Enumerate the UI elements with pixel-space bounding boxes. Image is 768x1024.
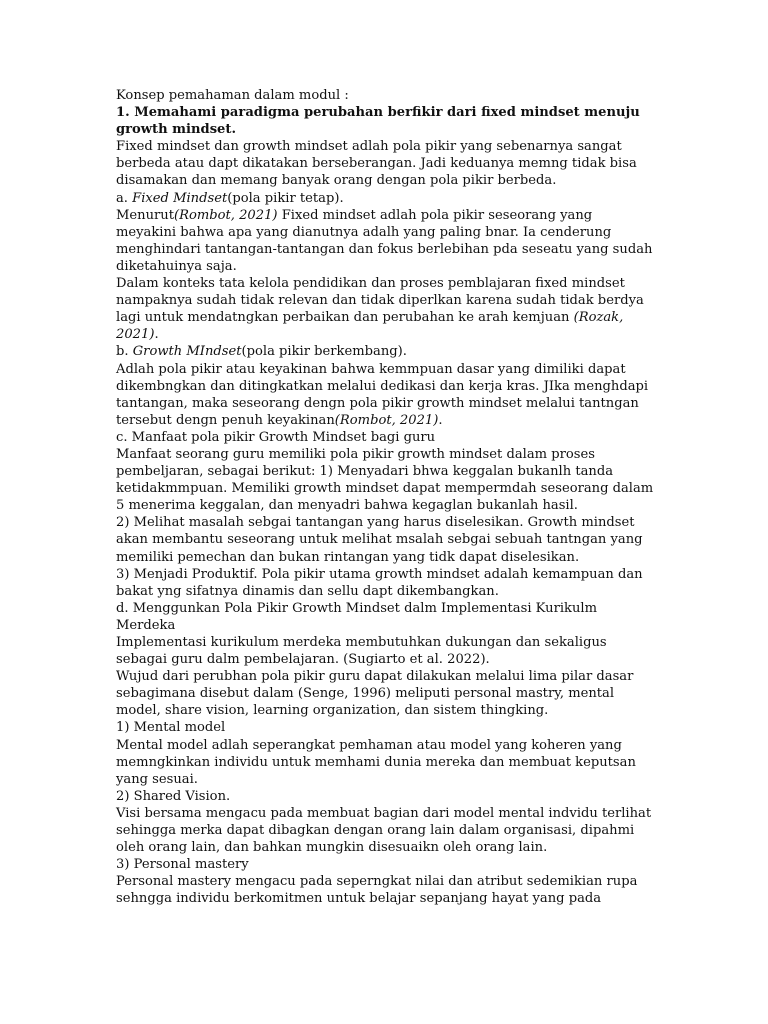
subheading-implementation: d. Menggunkan Pola Pikir Growth Mindset dalm Implementasi Kurikulm Merdeka — [116, 600, 598, 633]
text-run: Menurut — [116, 207, 174, 223]
subheading-growth-mindset — [116, 343, 656, 360]
text-run: . — [438, 412, 443, 428]
paragraph-benefits: Manfaat seorang guru memiliki pola pikir growth mindset dalam proses pembeljaran, sebagai berikut: 1) Menyadari bhwa keggalan bukanlh tanda ketidakmmpuan. Memiliki growth mindset dapat mempermdah seseorang dalam 5 menerima keggalan, dan menyadri bahwa kegaglan bukanlah hasil. — [116, 446, 654, 514]
subheading-benefits: c. Manfaat pola pikir Growth Mindset bagi guru — [116, 429, 436, 445]
term-suffix: (pola pikir tetap). — [227, 190, 344, 206]
subheading-fixed-mindset — [116, 190, 656, 207]
paragraph-pillars: Wujud dari perubhan pola pikir guru dapat dilakukan melalui lima pilar dasar sebagimana disebut dalam (Senge, 1996) meliputi personal mastry, mental model, share vision, learning organization, dan sistem thingking. — [116, 669, 634, 719]
text-run: Adlah pola pikir atau keyakinan bahwa kemmpuan dasar yang dimiliki dapat dikembngkan dan ditingkatkan melalui dedikasi dan kerja kras. JIka menghdapi tantangan, maka seseorang dengn pola pikir growth mindset melalui tantngan tersebut dengn penuh keyakinan — [116, 361, 649, 428]
citation: (Rozak, 2021) — [116, 310, 624, 343]
citation: (Rombot, 2021) — [173, 207, 278, 223]
term-growth-mindset: Growth MIndset — [132, 344, 242, 360]
text-run: . — [154, 327, 159, 343]
item-shared-vision-title: 2) Shared Vision. — [116, 788, 231, 804]
text-run: Dalam konteks tata kelola pendidikan dan proses pemblajaran fixed mindset nampaknya sudah tidak relevan dan tidak diperlkan karena sudah tidak berdya lagi untuk mendatngkan perbaikan dan perubahan ke arah kemjuan — [116, 276, 644, 326]
term-suffix: (pola pikir berkembang). — [241, 344, 407, 360]
citation: (Rombot, 2021) — [334, 412, 439, 428]
item-shared-vision-text: Visi bersama mengacu pada membuat bagian dari model mental indvidu terlihat sehingga merka dapat dibagkan dengan orang lain dalam organisasi, dipahmi oleh orang lain, dan bahkan mungkin disesuaikn oleh orang lain. — [116, 805, 652, 856]
document-page — [116, 87, 656, 908]
paragraph-fixed-definition — [116, 207, 656, 275]
subheading-prefix: b. — [116, 344, 133, 360]
paragraph-benefit-2: 2) Melihat masalah sebgai tantangan yang harus diselesikan. Growth mindset akan membantu seseorang untuk melihat msalah sebgai sebuah tantngan yang memiliki pemechan dan bukan rintangan yang tidk dapat diselesikan. — [116, 515, 643, 565]
item-personal-mastery-title: 3) Personal mastery — [116, 857, 249, 873]
paragraph-growth-definition — [116, 361, 656, 429]
section-heading: 1. Memahami paradigma perubahan berfikir dari fixed mindset menuju growth mindset. — [116, 105, 640, 138]
term-fixed-mindset: Fixed Mindset — [132, 190, 228, 206]
paragraph-fixed-context — [116, 275, 656, 343]
paragraph-implementation: Implementasi kurikulum merdeka membutuhkan dukungan dan sekaligus sebagai guru dalm pembelajaran. (Sugiarto et al. 2022). — [116, 635, 607, 668]
item-mental-model-text: Mental model adlah seperangkat pemhaman atau model yang koheren yang memngkinkan individu untuk memhami dunia mereka dan membuat keputsan yang sesuai. — [116, 737, 636, 787]
subheading-prefix: a. — [116, 190, 133, 206]
item-mental-model-title: 1) Mental model — [116, 720, 226, 736]
text-run: Fixed mindset adlah pola pikir seseorang yang meyakini bahwa apa yang dianutnya adalh yang paling bnar. Ia cenderung menghindari tantangan-tantangan dan fokus berlebihan pda seseatu yang sudah diketahuinya saja. — [116, 207, 653, 274]
paragraph-intro: Fixed mindset dan growth mindset adlah pola pikir yang sebenarnya sangat berbeda atau dapt dikatakan berseberangan. Jadi keduanya memng tidak bisa disamakan dan memang banyak orang dengan pola pikir berbeda. — [116, 139, 637, 189]
intro-line: Konsep pemahaman dalam modul : — [116, 88, 349, 103]
paragraph-benefit-3: 3) Menjadi Produktif. Pola pikir utama growth mindset adalah kemampuan dan bakat yng sifatnya dinamis dan sellu dapt dikembangkan. — [116, 566, 643, 599]
item-personal-mastery-text: Personal mastery mengacu pada seperngkat nilai dan atribut sedemikian rupa sehngga individu berkomitmen untuk belajar sepanjang hayat yang pada — [116, 874, 638, 907]
